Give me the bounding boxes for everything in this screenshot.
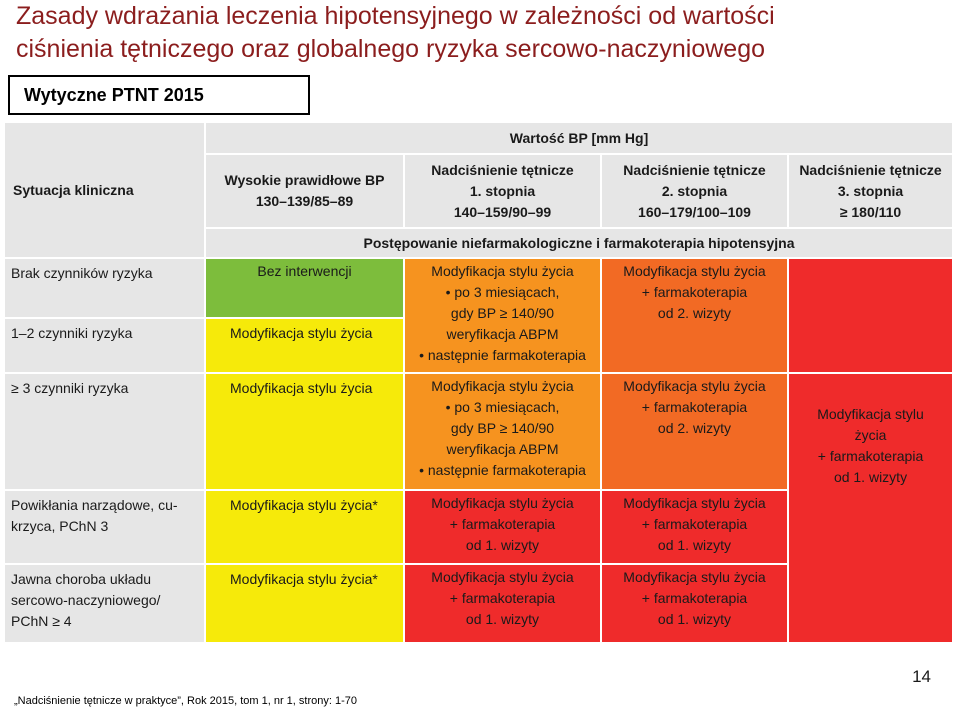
text-line: sercowo-naczyniowego/ — [11, 592, 161, 608]
row-label-no-risk-factors — [4, 258, 205, 318]
text-line: od 1. wizyty — [465, 537, 540, 553]
text-line: + farmakoterapia — [449, 516, 556, 532]
text-line: Nadciśnienie tętnicze — [799, 161, 942, 178]
text-line: Modyfikacja stylu życia — [431, 378, 574, 394]
text-line: • następnie farmakoterapia — [419, 462, 586, 478]
cell-grade2-low-risk — [601, 258, 788, 373]
text-line: + farmakoterapia — [817, 448, 924, 464]
cell-grade2-3-risk — [601, 373, 788, 490]
cell-lifestyle-r5 — [205, 564, 404, 643]
slide-title — [16, 0, 956, 66]
text-line: PChN ≥ 4 — [11, 613, 72, 629]
text-line: + farmakoterapia — [641, 516, 748, 532]
text-line: gdy BP ≥ 140/90 — [450, 420, 555, 436]
text-line: 3. stopnia — [837, 182, 904, 199]
text-line: Wysokie prawidłowe BP — [224, 172, 385, 188]
bp-value-header: Wartość BP [mm Hg] — [205, 122, 953, 154]
text-line: Brak czynników ryzyka — [11, 265, 153, 281]
text-line: + farmakoterapia — [641, 590, 748, 606]
text-line: Modyfikacja stylu życia* — [230, 497, 378, 513]
text-line: od 1. wizyty — [657, 611, 732, 627]
cell-grade1-organ-damage — [404, 490, 601, 564]
text-line: Modyfikacja stylu życia* — [230, 571, 378, 587]
text-line: + farmakoterapia — [641, 399, 748, 415]
text-line: od 1. wizyty — [833, 469, 908, 485]
text-line: Nadciśnienie tętnicze — [431, 161, 574, 178]
column-header-grade-3 — [788, 154, 953, 228]
column-header-grade-1 — [404, 154, 601, 228]
guidelines-label: Wytyczne PTNT 2015 — [24, 85, 204, 105]
text-line: • po 3 miesiącach, — [445, 284, 560, 300]
treatment-table-container — [3, 121, 952, 642]
column-header-high-normal-bp — [205, 154, 404, 228]
text-line: ≥ 3 czynniki ryzyka — [11, 380, 129, 396]
slide-title-line-1: Zasady wdrażania leczenia hipotensyjnego w zależności od wartości — [16, 2, 775, 30]
text-line: od 2. wizyty — [657, 420, 732, 436]
text-line: 1. stopnia — [469, 182, 536, 199]
text-line: krzyca, PChN 3 — [11, 518, 109, 534]
text-line: od 1. wizyty — [465, 611, 540, 627]
source-citation: „Nadciśnienie tętnicze w praktyce”, Rok 2015, tom 1, nr 1, strony: 1-70 — [14, 695, 357, 707]
column-header-grade-2 — [601, 154, 788, 228]
text-line: Modyfikacja stylu — [817, 406, 924, 422]
text-line: 1–2 czynniki ryzyka — [11, 325, 133, 341]
cell-no-intervention — [205, 258, 404, 318]
treatment-table — [3, 121, 954, 644]
cell-grade1-cvd — [404, 564, 601, 643]
text-line: weryfikacja ABPM — [446, 441, 559, 457]
slide-title-line-2: ciśnienia tętniczego oraz globalnego ryzyka sercowo-naczyniowego — [16, 35, 766, 63]
guidelines-label-box — [8, 75, 310, 115]
text-line: • następnie farmakoterapia — [419, 347, 586, 363]
cell-grade1-3-risk — [404, 373, 601, 490]
text-line: Nadciśnienie tętnicze — [623, 161, 766, 178]
text-line: Powikłania narządowe, cu- — [11, 497, 178, 513]
text-line: Bez interwencji — [257, 263, 352, 279]
management-header: Postępowanie niefarmakologiczne i farmakoterapia hipotensyjna — [205, 228, 953, 258]
cell-lifestyle-r4 — [205, 490, 404, 564]
text-line: życia — [854, 427, 887, 443]
text-line: + farmakoterapia — [449, 590, 556, 606]
text-line: 160–179/100–109 — [638, 203, 751, 220]
text-line: 2. stopnia — [661, 182, 728, 199]
cell-grade2-organ-damage — [601, 490, 788, 564]
text-line: Jawna choroba układu — [11, 571, 152, 587]
text-line: Modyfikacja stylu życia — [431, 495, 574, 511]
text-line: Modyfikacja stylu życia — [623, 378, 766, 394]
text-line: od 2. wizyty — [657, 305, 732, 321]
page-number: 14 — [912, 667, 931, 686]
text-line: Modyfikacja stylu życia — [623, 569, 766, 585]
row-label-organ-damage — [4, 490, 205, 564]
row-label-cvd — [4, 564, 205, 643]
text-line: Modyfikacja stylu życia — [431, 569, 574, 585]
cell-grade2-cvd — [601, 564, 788, 643]
row-label-1-2-risk-factors — [4, 318, 205, 373]
cell-grade3-low-risk — [788, 258, 953, 373]
text-line: weryfikacja ABPM — [446, 326, 559, 342]
text-line: gdy BP ≥ 140/90 — [450, 305, 555, 321]
text-line: 140–159/90–99 — [453, 203, 552, 220]
text-line: • po 3 miesiącach, — [445, 399, 560, 415]
text-line: ≥ 180/110 — [839, 203, 902, 220]
text-line: Modyfikacja stylu życia — [230, 325, 373, 341]
text-line: Modyfikacja stylu życia — [230, 380, 373, 396]
text-line: 130–139/85–89 — [255, 193, 354, 209]
text-line: Modyfikacja stylu życia — [623, 263, 766, 279]
cell-lifestyle-r3 — [205, 373, 404, 490]
text-line: Modyfikacja stylu życia — [431, 263, 574, 279]
cell-grade1-low-risk — [404, 258, 601, 373]
cell-grade3-high-risk — [788, 373, 953, 643]
text-line: od 1. wizyty — [657, 537, 732, 553]
row-label-3-plus-risk-factors — [4, 373, 205, 490]
text-line: + farmakoterapia — [641, 284, 748, 300]
text-line: Modyfikacja stylu życia — [623, 495, 766, 511]
situation-header: Sytuacja kliniczna — [4, 122, 205, 258]
cell-lifestyle-r2 — [205, 318, 404, 373]
